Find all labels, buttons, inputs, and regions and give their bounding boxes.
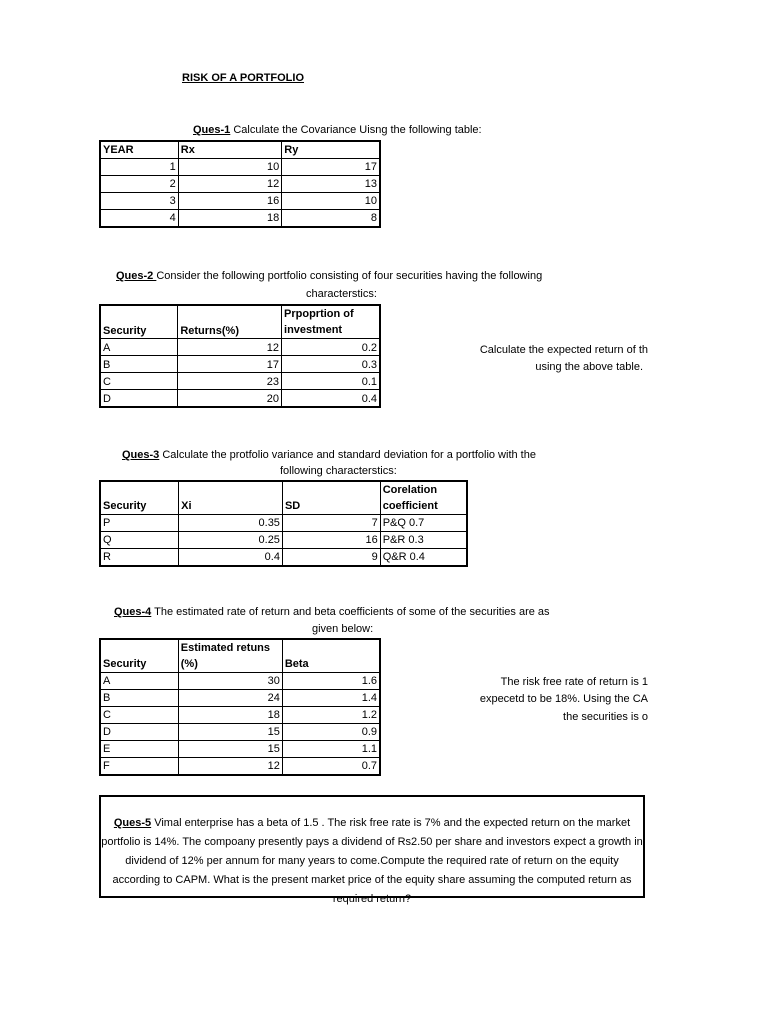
table-row xyxy=(100,758,380,776)
table-cell: F xyxy=(100,758,178,776)
table-row xyxy=(100,532,467,549)
table-row xyxy=(100,515,467,532)
table-row xyxy=(100,690,380,707)
table-cell: 18 xyxy=(178,210,282,228)
header-text: coefficient xyxy=(382,500,438,512)
q4-prompt-line1 xyxy=(114,606,550,618)
table-cell: 12 xyxy=(178,339,282,356)
table-cell: 8 xyxy=(282,210,380,228)
table-cell: 0.4 xyxy=(179,549,283,567)
q3-text-line1: Calculate the protfolio variance and standard deviation for a portfolio with the xyxy=(159,449,536,461)
table-cell: A xyxy=(100,673,178,690)
table-cell: 16 xyxy=(282,532,380,549)
table-header-row xyxy=(100,481,467,515)
table-cell: 1 xyxy=(100,159,178,176)
header-cell: Returns(%) xyxy=(178,305,282,339)
table-cell: P&Q 0.7 xyxy=(380,515,467,532)
q2-table xyxy=(99,304,381,408)
table-row xyxy=(100,741,380,758)
q4-side-line2: expecetd to be 18%. Using the CA xyxy=(479,693,648,705)
table-cell: 23 xyxy=(178,373,282,390)
table-cell: 0.9 xyxy=(282,724,380,741)
q4-text-line1: The estimated rate of return and beta coefficients of some of the securities are as xyxy=(151,606,550,618)
header-cell: Security xyxy=(100,481,179,515)
table-row xyxy=(100,724,380,741)
table-cell: 12 xyxy=(178,176,282,193)
table-row xyxy=(100,210,380,228)
q4-side-line1: The risk free rate of return is 1 xyxy=(500,676,648,688)
table-cell: P&R 0.3 xyxy=(380,532,467,549)
q2-text-line1: Consider the following portfolio consisting of four securities having the following xyxy=(156,270,543,282)
table-row xyxy=(100,339,380,356)
header-cell: SD xyxy=(282,481,380,515)
q2-prompt-line1 xyxy=(116,270,542,282)
table-row xyxy=(100,390,380,408)
header-text: investment xyxy=(284,324,343,336)
header-text: Corelation xyxy=(382,484,438,496)
table-cell: B xyxy=(100,690,178,707)
header-cell: YEAR xyxy=(100,141,178,159)
table-row xyxy=(100,707,380,724)
header-cell: Security xyxy=(100,639,178,673)
q2-side-line2: using the above table. xyxy=(535,361,643,373)
table-cell: 0.4 xyxy=(282,390,380,408)
table-row xyxy=(100,373,380,390)
table-cell: 0.25 xyxy=(179,532,283,549)
table-cell: 10 xyxy=(282,193,380,210)
q3-label: Ques-3 xyxy=(122,449,160,461)
table-cell: D xyxy=(100,390,178,408)
header-cell: Rx xyxy=(178,141,282,159)
table-cell: 1.2 xyxy=(282,707,380,724)
table-cell: 3 xyxy=(100,193,178,210)
table-cell: 1.1 xyxy=(282,741,380,758)
q2-text-line2: characterstics: xyxy=(306,288,377,300)
table-row xyxy=(100,549,467,567)
table-cell: 12 xyxy=(178,758,282,776)
table-cell: A xyxy=(100,339,178,356)
table-cell: 30 xyxy=(178,673,282,690)
table-cell: 0.7 xyxy=(282,758,380,776)
table-cell: 15 xyxy=(178,741,282,758)
table-cell: Q&R 0.4 xyxy=(380,549,467,567)
table-cell: 24 xyxy=(178,690,282,707)
table-cell: 1.4 xyxy=(282,690,380,707)
q2-side-line1: Calculate the expected return of th xyxy=(479,344,648,356)
header-text: Prpoprtion of xyxy=(284,308,354,320)
q3-prompt-line1 xyxy=(122,449,536,461)
q3-text-line2: following characterstics: xyxy=(280,465,397,477)
header-cell: Beta xyxy=(282,639,380,673)
header-cell-correlation xyxy=(380,481,467,515)
table-cell: 15 xyxy=(178,724,282,741)
q1-label: Ques-1 xyxy=(193,124,231,136)
table-cell: C xyxy=(100,373,178,390)
header-cell-proportion xyxy=(282,305,380,339)
q1-prompt xyxy=(193,124,482,136)
table-row xyxy=(100,193,380,210)
header-cell-estimated-returns xyxy=(178,639,282,673)
q4-table xyxy=(99,638,381,776)
table-cell: R xyxy=(100,549,179,567)
table-cell: C xyxy=(100,707,178,724)
q1-table xyxy=(99,140,381,228)
table-cell: 10 xyxy=(178,159,282,176)
table-cell: B xyxy=(100,356,178,373)
table-cell: D xyxy=(100,724,178,741)
table-cell: 17 xyxy=(178,356,282,373)
header-cell: Xi xyxy=(179,481,283,515)
table-cell: 7 xyxy=(282,515,380,532)
q4-text-line2: given below: xyxy=(312,623,374,635)
q3-table xyxy=(99,480,468,567)
q4-label: Ques-4 xyxy=(114,606,152,618)
table-cell: P xyxy=(100,515,179,532)
table-cell: Q xyxy=(100,532,179,549)
table-cell: 9 xyxy=(282,549,380,567)
table-row xyxy=(100,159,380,176)
table-row xyxy=(100,176,380,193)
header-text: (%) xyxy=(180,658,198,670)
table-cell: 16 xyxy=(178,193,282,210)
table-header-row xyxy=(100,639,380,673)
header-cell: Ry xyxy=(282,141,380,159)
table-cell: 17 xyxy=(282,159,380,176)
table-cell: 0.35 xyxy=(179,515,283,532)
q5-box xyxy=(99,795,645,905)
table-cell: E xyxy=(100,741,178,758)
table-cell: 13 xyxy=(282,176,380,193)
table-cell: 2 xyxy=(100,176,178,193)
table-cell: 0.3 xyxy=(282,356,380,373)
table-row xyxy=(100,356,380,373)
header-cell: Security xyxy=(100,305,178,339)
q5-label: Ques-5 xyxy=(113,817,152,829)
header-text: Estimated retuns xyxy=(180,642,271,654)
q1-text: Calculate the Covariance Uisng the following table: xyxy=(230,124,482,136)
table-cell: 0.2 xyxy=(282,339,380,356)
q4-side-line3: the securities is o xyxy=(563,711,648,723)
table-header-row xyxy=(100,305,380,339)
table-cell: 0.1 xyxy=(282,373,380,390)
table-header-row xyxy=(100,141,380,159)
table-cell: 20 xyxy=(178,390,282,408)
table-cell: 18 xyxy=(178,707,282,724)
q5-text: Vimal enterprise has a beta of 1.5 . The risk free rate is 7% and the expected return on the market portfolio is 14%. The compoany presently pays a dividend of Rs2.50 per share and investors expect a growth in dividend of 12% per annum for many years to come.Compute the required rate of return on the equity according to CAPM. What is the present market price of the equity share assuming the computed return as required return? xyxy=(101,817,643,905)
q2-label: Ques-2 xyxy=(116,270,157,282)
table-row xyxy=(100,673,380,690)
table-cell: 4 xyxy=(100,210,178,228)
table-cell: 1.6 xyxy=(282,673,380,690)
page-title: RISK OF A PORTFOLIO xyxy=(182,72,305,84)
